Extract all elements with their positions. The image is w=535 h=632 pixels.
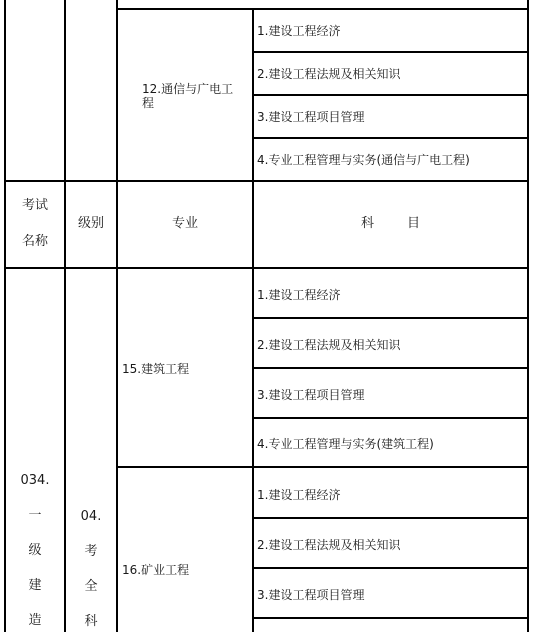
header-exam-name: 考试 [21, 198, 48, 213]
table-border [252, 517, 528, 519]
subject-cell: 1.建设工程经济 [257, 24, 341, 38]
table-border [4, 267, 528, 269]
level-char: 全 [84, 579, 98, 594]
subject-cell: 1.建设工程经济 [257, 288, 341, 302]
subject-cell: 2.建设工程法规及相关知识 [257, 67, 401, 81]
exam-name-char: 造 [28, 613, 42, 628]
table-border [252, 367, 528, 369]
table-border [252, 8, 254, 632]
header-major: 专业 [171, 216, 198, 231]
table-border [116, 466, 528, 468]
exam-name-char: 034. [20, 473, 50, 488]
major-name: 15.建筑工程 [122, 362, 190, 376]
header-subject: 科 目 [360, 216, 421, 231]
subject-cell: 4.专业工程管理与实务(建筑工程) [257, 437, 434, 451]
exam-name-char: 建 [28, 578, 42, 593]
table-border [252, 137, 528, 139]
level-char: 考 [84, 544, 98, 559]
table-border [4, 0, 6, 632]
table-border [252, 617, 528, 619]
table-border [116, 0, 118, 632]
table-border [252, 317, 528, 319]
table-border [527, 0, 529, 632]
exam-name-char: 一 [28, 508, 42, 523]
header-level: 级别 [77, 216, 104, 231]
subject-cell: 2.建设工程法规及相关知识 [257, 538, 401, 552]
header-exam-name: 名称 [21, 234, 48, 249]
table-border [4, 180, 528, 182]
level-char: 04. [80, 509, 102, 524]
level-char: 科 [84, 614, 98, 629]
subject-cell: 4.专业工程管理与实务(通信与广电工程) [257, 153, 470, 167]
table-border [252, 417, 528, 419]
table-border [252, 94, 528, 96]
table-border [116, 8, 528, 10]
subject-cell: 3.建设工程项目管理 [257, 588, 365, 602]
subject-cell: 3.建设工程项目管理 [257, 110, 365, 124]
table-border [64, 0, 66, 632]
subject-cell: 3.建设工程项目管理 [257, 388, 365, 402]
major-name: 12.通信与广电工程 [142, 82, 234, 110]
exam-name-char: 级 [28, 543, 42, 558]
table-border [252, 567, 528, 569]
subject-cell: 1.建设工程经济 [257, 488, 341, 502]
subject-cell: 2.建设工程法规及相关知识 [257, 338, 401, 352]
table-border [252, 51, 528, 53]
major-name: 16.矿业工程 [122, 563, 190, 577]
